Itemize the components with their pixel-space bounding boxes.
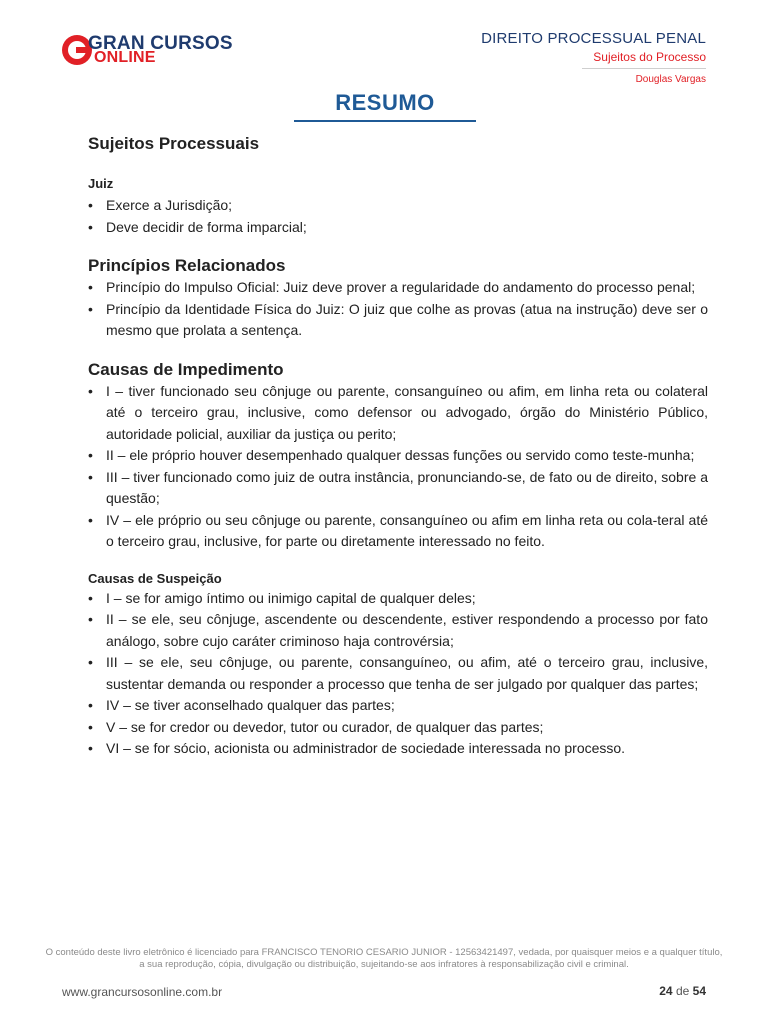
principios-list: [88, 277, 708, 342]
list-item: • II – se ele, seu cônjuge, ascendente ou descendente, estiver respondendo a processo por fato análogo, sobre cujo caráter criminoso haja controvérsia;: [88, 609, 708, 652]
list-item: • Exerce a Jurisdição;: [88, 195, 708, 217]
footer-url-link[interactable]: www.grancursosonline.com.br: [62, 985, 223, 999]
list-item: • VI – se for sócio, acionista ou administrador de sociedade interessada no processo.: [88, 738, 708, 760]
list-item: • I – tiver funcionado seu cônjuge ou parente, consanguíneo ou afim, em linha reta ou colateral até o terceiro grau, inclusive, como defensor ou advogado, órgão do Ministério Público, autoridade policial, auxiliar da justiça ou perito;: [88, 381, 708, 446]
header-divider: [582, 68, 706, 69]
page-separator: de: [675, 984, 690, 998]
page-total: 54: [692, 984, 706, 998]
header-info: [481, 30, 706, 64]
list-item: • Princípio do Impulso Oficial: Juiz deve prover a regularidade do andamento do processo penal;: [88, 277, 708, 299]
list-item: • Deve decidir de forma imparcial;: [88, 217, 708, 239]
logo-text-line1: GRAN CURSOS: [88, 33, 233, 54]
license-notice-line2: a sua reprodução, cópia, divulgação ou distribuição, sujeitando-se aos infratores à responsabilização civil e criminal.: [139, 959, 629, 970]
list-item: • IV – ele próprio ou seu cônjuge ou parente, consanguíneo ou afim em linha reta ou cola-teral até o terceiro grau, inclusive, for parte ou diretamente interessado no feito.: [88, 510, 708, 553]
list-item: • III – se ele, seu cônjuge, ou parente, consanguíneo, ou afim, até o terceiro grau, inclusive, sustentar demanda ou responder a processo que tenha de ser julgado por qualquer das partes;: [88, 652, 708, 695]
title-underline: [294, 120, 476, 122]
main-content: [88, 132, 708, 760]
principios-heading: Princípios Relacionados: [88, 256, 286, 275]
list-item: • Princípio da Identidade Física do Juiz: O juiz que colhe as provas (atua na instrução) deve ser o mesmo que prolata a sentença.: [88, 299, 708, 342]
list-item: • V – se for credor ou devedor, tutor ou curador, de qualquer das partes;: [88, 717, 708, 739]
header-subject: DIREITO PROCESSUAL PENAL: [481, 30, 706, 47]
main-heading: Sujeitos Processuais: [88, 134, 260, 153]
juiz-heading: Juiz: [88, 176, 114, 191]
list-item: • II – ele próprio houver desempenhado qualquer dessas funções ou servido como teste-munha;: [88, 445, 708, 467]
suspeicao-list: [88, 588, 708, 760]
page-title: RESUMO: [335, 90, 435, 115]
list-item: • I – se for amigo íntimo ou inimigo capital de qualquer deles;: [88, 588, 708, 610]
impedimento-list: [88, 381, 708, 553]
logo-text-line2: ONLINE: [94, 49, 156, 66]
license-notice-line1: O conteúdo deste livro eletrônico é licenciado para FRANCISCO TENORIO CESARIO JUNIOR - 12563421497, vedada, por quaisquer meios e a qualquer título,: [45, 947, 723, 958]
header-topic: Sujeitos do Processo: [593, 50, 706, 64]
gran-cursos-logo: [62, 33, 262, 67]
page-current: 24: [659, 984, 673, 998]
suspeicao-heading: Causas de Suspeição: [88, 570, 222, 586]
page-number: [659, 984, 706, 998]
impedimento-heading: Causas de Impedimento: [88, 359, 284, 379]
header-author: Douglas Vargas: [635, 74, 706, 85]
list-item: • IV – se tiver aconselhado qualquer das partes;: [88, 695, 708, 717]
list-item: • III – tiver funcionado como juiz de outra instância, pronunciando-se, de fato ou de direito, sobre a questão;: [88, 467, 708, 510]
juiz-list: [88, 195, 708, 238]
license-notice: [0, 947, 768, 971]
